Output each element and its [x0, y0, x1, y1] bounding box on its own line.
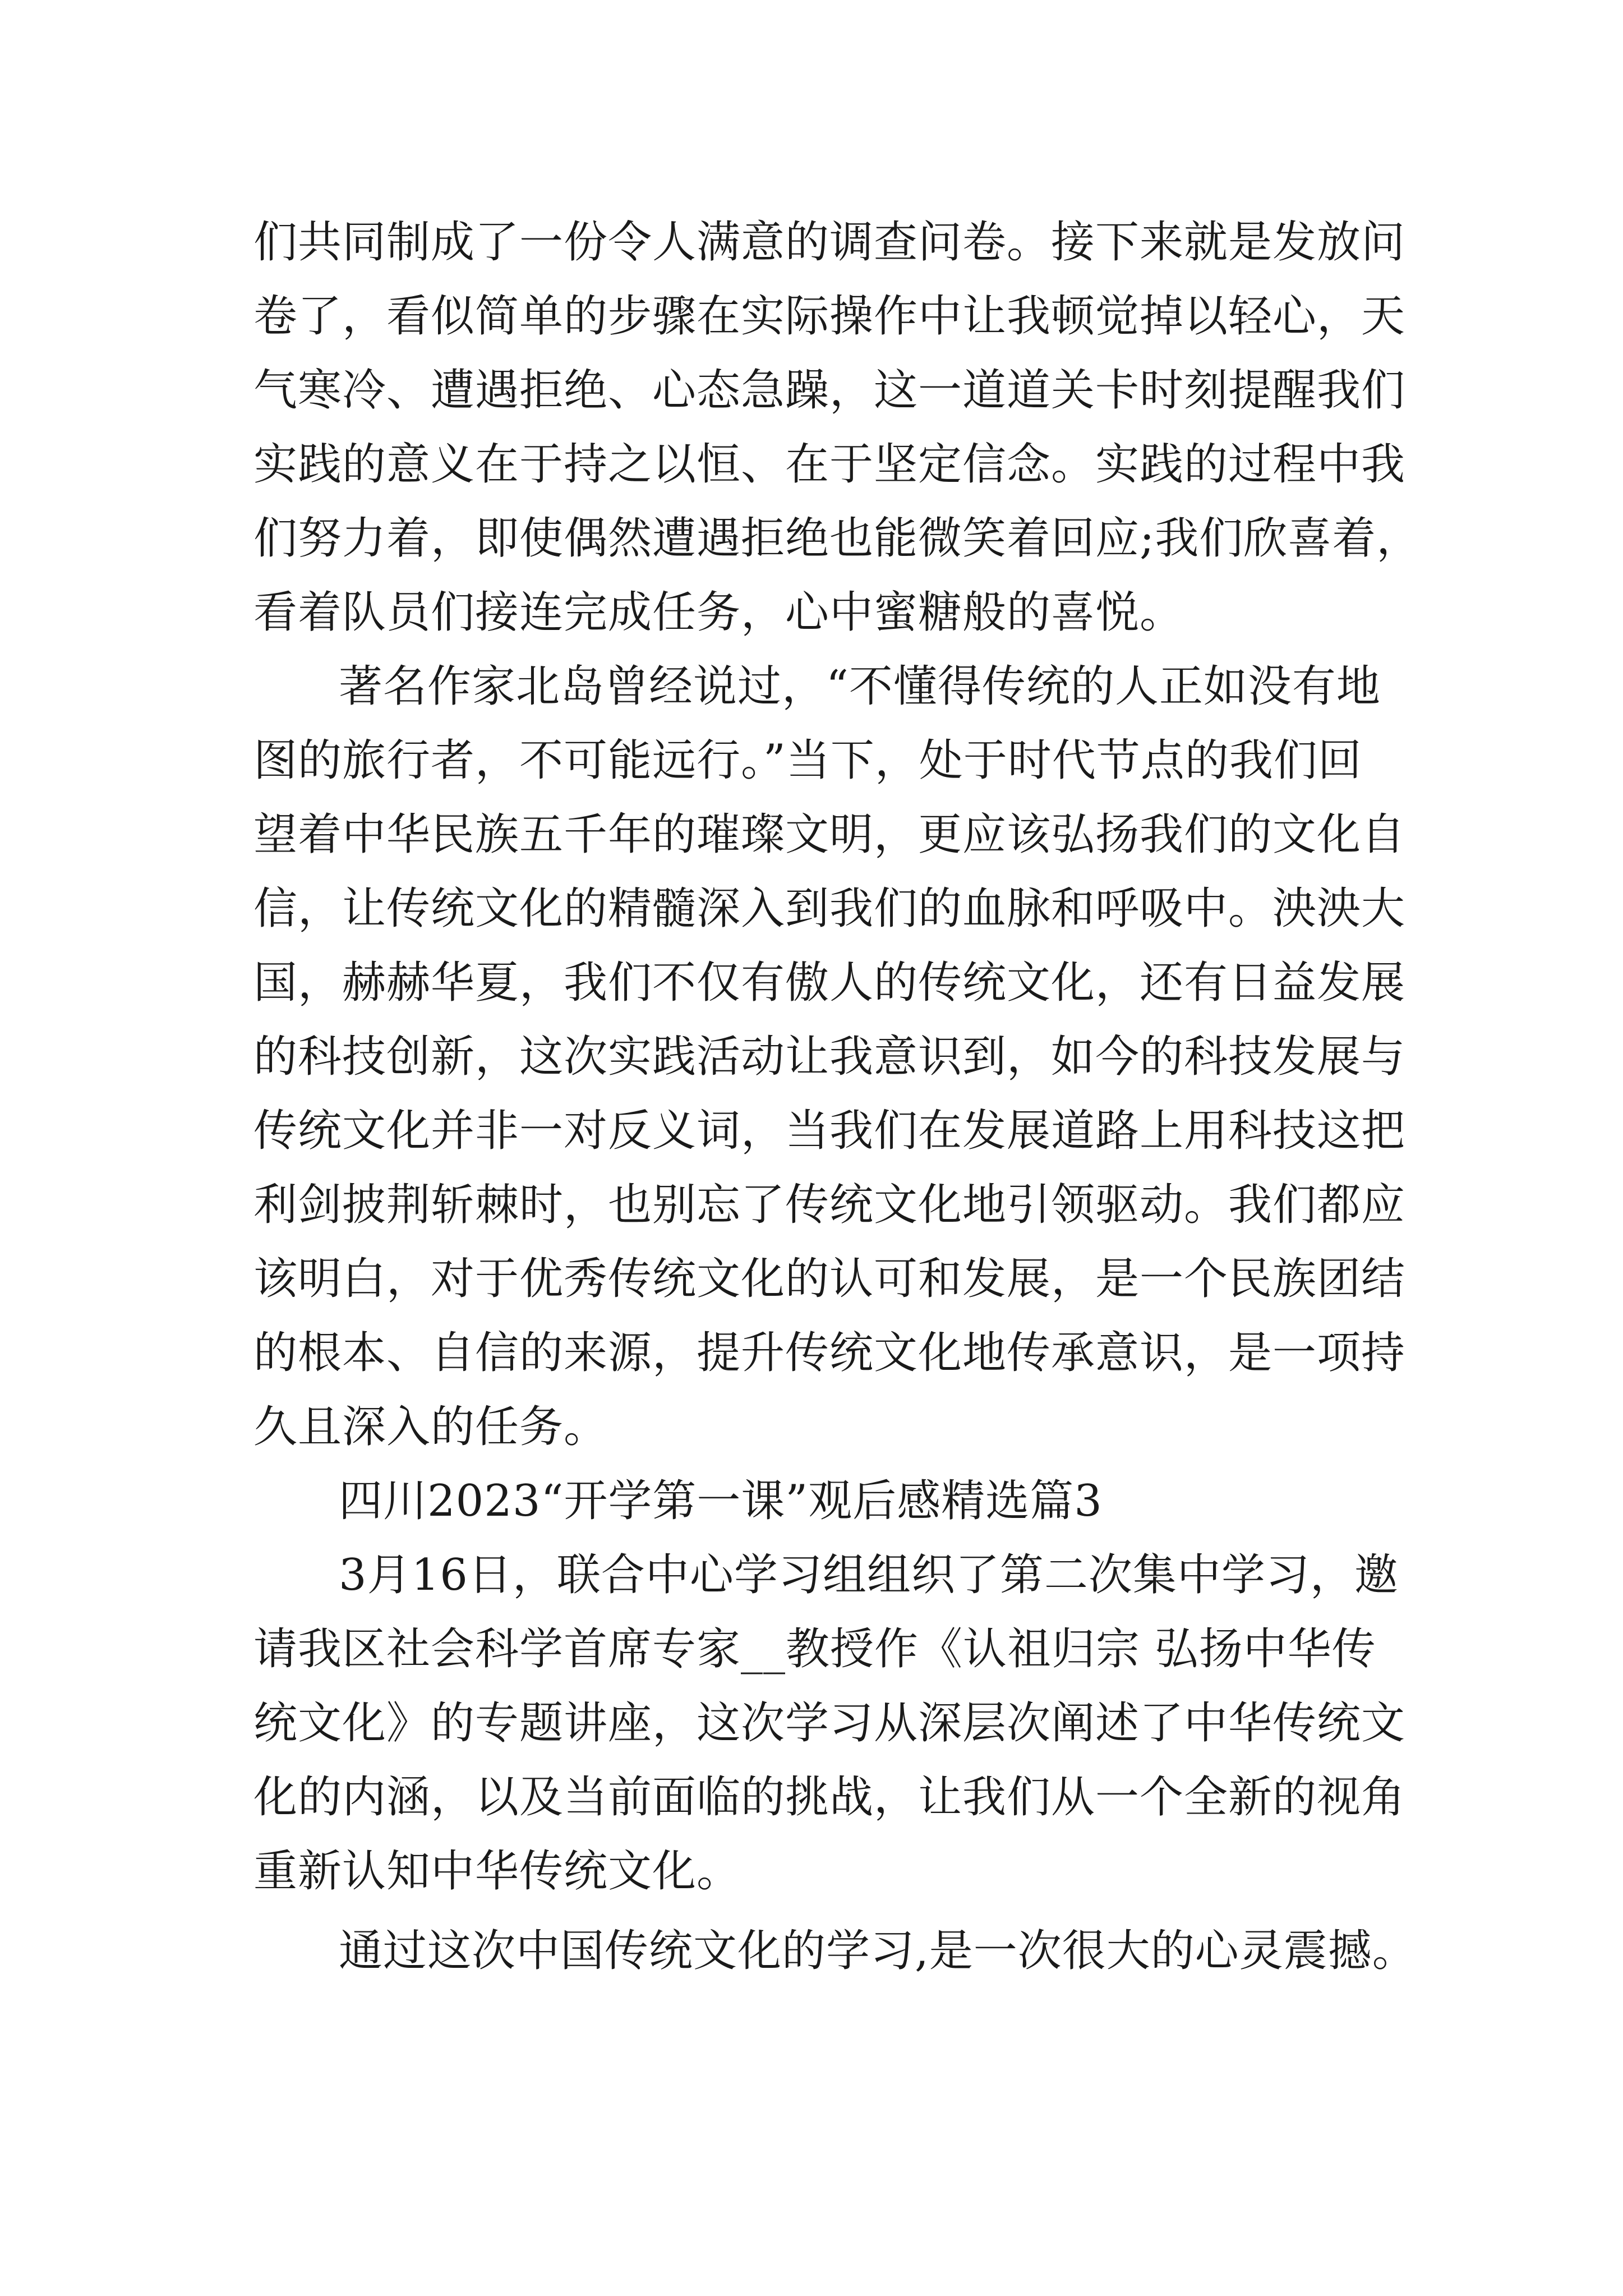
- document-body: [253, 205, 1421, 1988]
- text-line: 通过这次中国传统文化的学习,是一次很大的心灵震撼。: [339, 1926, 1417, 1976]
- text-line: 的根本、自信的来源，提升传统文化地传承意识，是一项持: [253, 1328, 1406, 1378]
- text-line: 看着队员们接连完成任务，心中蜜糖般的喜悦。: [253, 587, 1184, 638]
- text-line: 们共同制成了一份令人满意的调查问卷。接下来就是发放问: [253, 217, 1406, 268]
- heading-line: 四川2023“开学第一课”观后感精选篇3: [339, 1476, 1103, 1526]
- text-line: 久且深入的任务。: [253, 1402, 608, 1452]
- paragraph-2: [253, 650, 1406, 1464]
- paragraph-1: [253, 205, 1421, 650]
- text-line: 传统文化并非一对反义词，当我们在发展道路上用科技这把: [253, 1106, 1406, 1156]
- text-line: 该明白，对于优秀传统文化的认可和发展，是一个民族团结: [253, 1254, 1406, 1304]
- section-heading-3: [253, 1464, 1385, 1538]
- paragraph-3: [253, 1538, 1406, 1908]
- paragraph-4: [253, 1914, 1417, 1988]
- text-line: 图的旅行者，不可能远行。”当下，处于时代节点的我们回: [253, 735, 1362, 786]
- text-line: 著名作家北岛曾经说过，“不懂得传统的人正如没有地: [339, 661, 1381, 712]
- text-line: 重新认知中华传统文化。: [253, 1846, 741, 1897]
- text-line: 3月16日，联合中心学习组组织了第二次集中学习，邀: [339, 1550, 1399, 1600]
- text-line: 国，赫赫华夏，我们不仅有傲人的传统文化，还有日益发展: [253, 958, 1406, 1008]
- text-line: 们努力着，即使偶然遭遇拒绝也能微笑着回应;我们欣喜着，: [253, 513, 1421, 564]
- text-line: 化的内涵，以及当前面临的挑战，让我们从一个全新的视角: [253, 1772, 1406, 1823]
- text-line: 统文化》的专题讲座，这次学习从深层次阐述了中华传统文: [253, 1698, 1406, 1749]
- text-line: 请我区社会科学首席专家__教授作《认祖归宗 弘扬中华传: [253, 1624, 1376, 1674]
- text-line: 信，让传统文化的精髓深入到我们的血脉和呼吸中。泱泱大: [253, 884, 1406, 934]
- text-line: 气寒冷、遭遇拒绝、心态急躁，这一道道关卡时刻提醒我们: [253, 365, 1406, 416]
- text-line: 利剑披荆斩棘时，也别忘了传统文化地引领驱动。我们都应: [253, 1180, 1406, 1230]
- text-line: 望着中华民族五千年的璀璨文明，更应该弘扬我们的文化自: [253, 809, 1406, 860]
- text-line: 实践的意义在于持之以恒、在于坚定信念。实践的过程中我: [253, 439, 1406, 490]
- text-line: 卷了，看似简单的步骤在实际操作中让我顿觉掉以轻心，天: [253, 291, 1406, 342]
- text-line: 的科技创新，这次实践活动让我意识到，如今的科技发展与: [253, 1032, 1406, 1082]
